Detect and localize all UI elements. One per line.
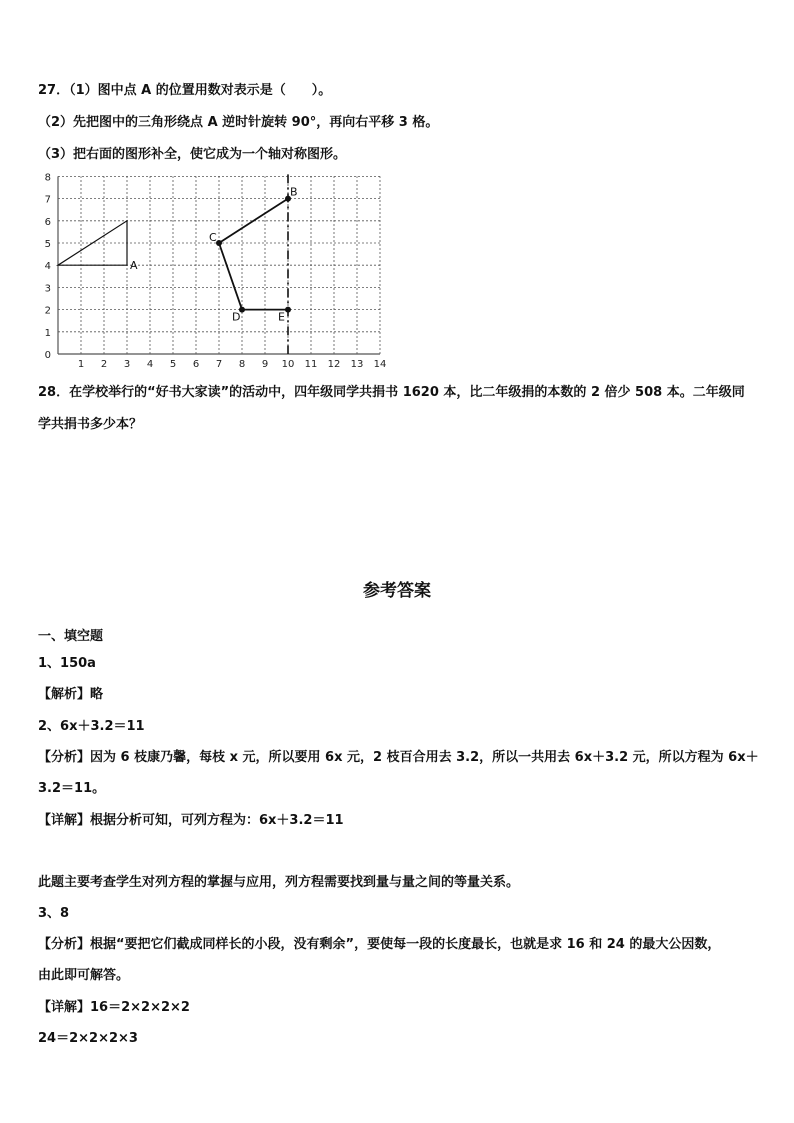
point-c-dot: [216, 240, 222, 246]
x-tick-label: 1: [77, 359, 85, 368]
x-tick-label: 4: [146, 359, 154, 368]
answers-title: 参考答案: [363, 581, 431, 601]
y-tick-label: 6: [44, 216, 51, 228]
point-b-label: B: [290, 185, 298, 199]
q28-line2: 学共捐书多少本？: [38, 417, 143, 432]
y-tick-label: 3: [44, 283, 51, 295]
point-e-dot: [285, 307, 291, 313]
point-e-label: E: [278, 310, 285, 324]
y-tick-label: 1: [44, 327, 51, 339]
x-tick-label: 12: [327, 359, 341, 368]
q27-part1: 27．（1）图中点 A 的位置用数对表示是（ ）。: [38, 83, 332, 98]
answer-3: 3、8: [38, 906, 70, 921]
answer-2-note: 此题主要考查学生对列方程的掌握与应用，列方程需要找到量与量之间的等量关系。: [38, 875, 520, 890]
triangle-shape: [58, 221, 127, 265]
x-tick-label: 6: [192, 359, 200, 368]
x-tick-label: 8: [238, 359, 246, 368]
answer-3-analysis-line1: 【分析】根据“要把它们截成同样长的小段，没有剩余”，要使每一段的长度最长，也就是求 16 和 24 的最大公因数，: [38, 937, 721, 952]
q27-part3: （3）把右面的图形补全，使它成为一个轴对称图形。: [38, 147, 347, 162]
y-tick-label: 5: [44, 239, 51, 250]
answer-1: 1、150a: [38, 656, 96, 671]
answer-2-detail: 【详解】根据分析可知，可列方程为：6x＋3.2＝11: [38, 813, 344, 828]
x-tick-label: 2: [100, 359, 108, 368]
x-tick-label: 7: [215, 359, 223, 368]
q28-line1: 28．在学校举行的“好书大家读”的活动中，四年级同学共捐书 1620 本，比二年级捐的本数的 2 倍少 508 本。二年级同: [38, 385, 745, 400]
y-tick-label: 0: [44, 350, 51, 361]
answer-2-analysis-line1: 【分析】因为 6 枝康乃馨，每枝 x 元，所以要用 6x 元，2 枝百合用去 3.2，所以一共用去 6x＋3.2 元，所以方程为 6x＋: [38, 750, 759, 765]
x-tick-label: 10: [281, 359, 295, 368]
answer-3-analysis-line2: 由此即可解答。: [38, 968, 130, 983]
x-tick-label: 9: [261, 359, 269, 368]
y-tick-label: 4: [44, 261, 51, 273]
answer-2-analysis-line2: 3.2＝11。: [38, 781, 106, 796]
x-tick-label: 5: [169, 359, 177, 368]
y-tick-label: 8: [44, 172, 51, 184]
x-tick-label: 3: [123, 359, 131, 368]
point-a-label: A: [130, 259, 138, 273]
half-figure-polyline: [219, 199, 288, 310]
x-tick-label: 13: [350, 359, 364, 368]
point-d-label: D: [232, 310, 241, 324]
answer-2: 2、6x＋3.2＝11: [38, 719, 145, 734]
point-c-label: C: [209, 231, 217, 244]
answer-3-detail-line1: 【详解】16＝2×2×2×2: [38, 1000, 190, 1015]
answer-3-detail-line2: 24＝2×2×2×3: [38, 1031, 138, 1046]
section-heading: 一、填空题: [38, 629, 104, 644]
y-tick-label: 2: [44, 305, 51, 317]
answer-1-analysis: 【解析】略: [38, 687, 104, 702]
x-tick-label: 11: [304, 359, 318, 368]
x-tick-label: 14: [373, 359, 387, 368]
q27-part2: （2）先把图中的三角形绕点 A 逆时针旋转 90°，再向右平移 3 格。: [38, 115, 439, 130]
coordinate-grid-figure: [38, 168, 398, 368]
y-tick-label: 7: [44, 194, 51, 206]
